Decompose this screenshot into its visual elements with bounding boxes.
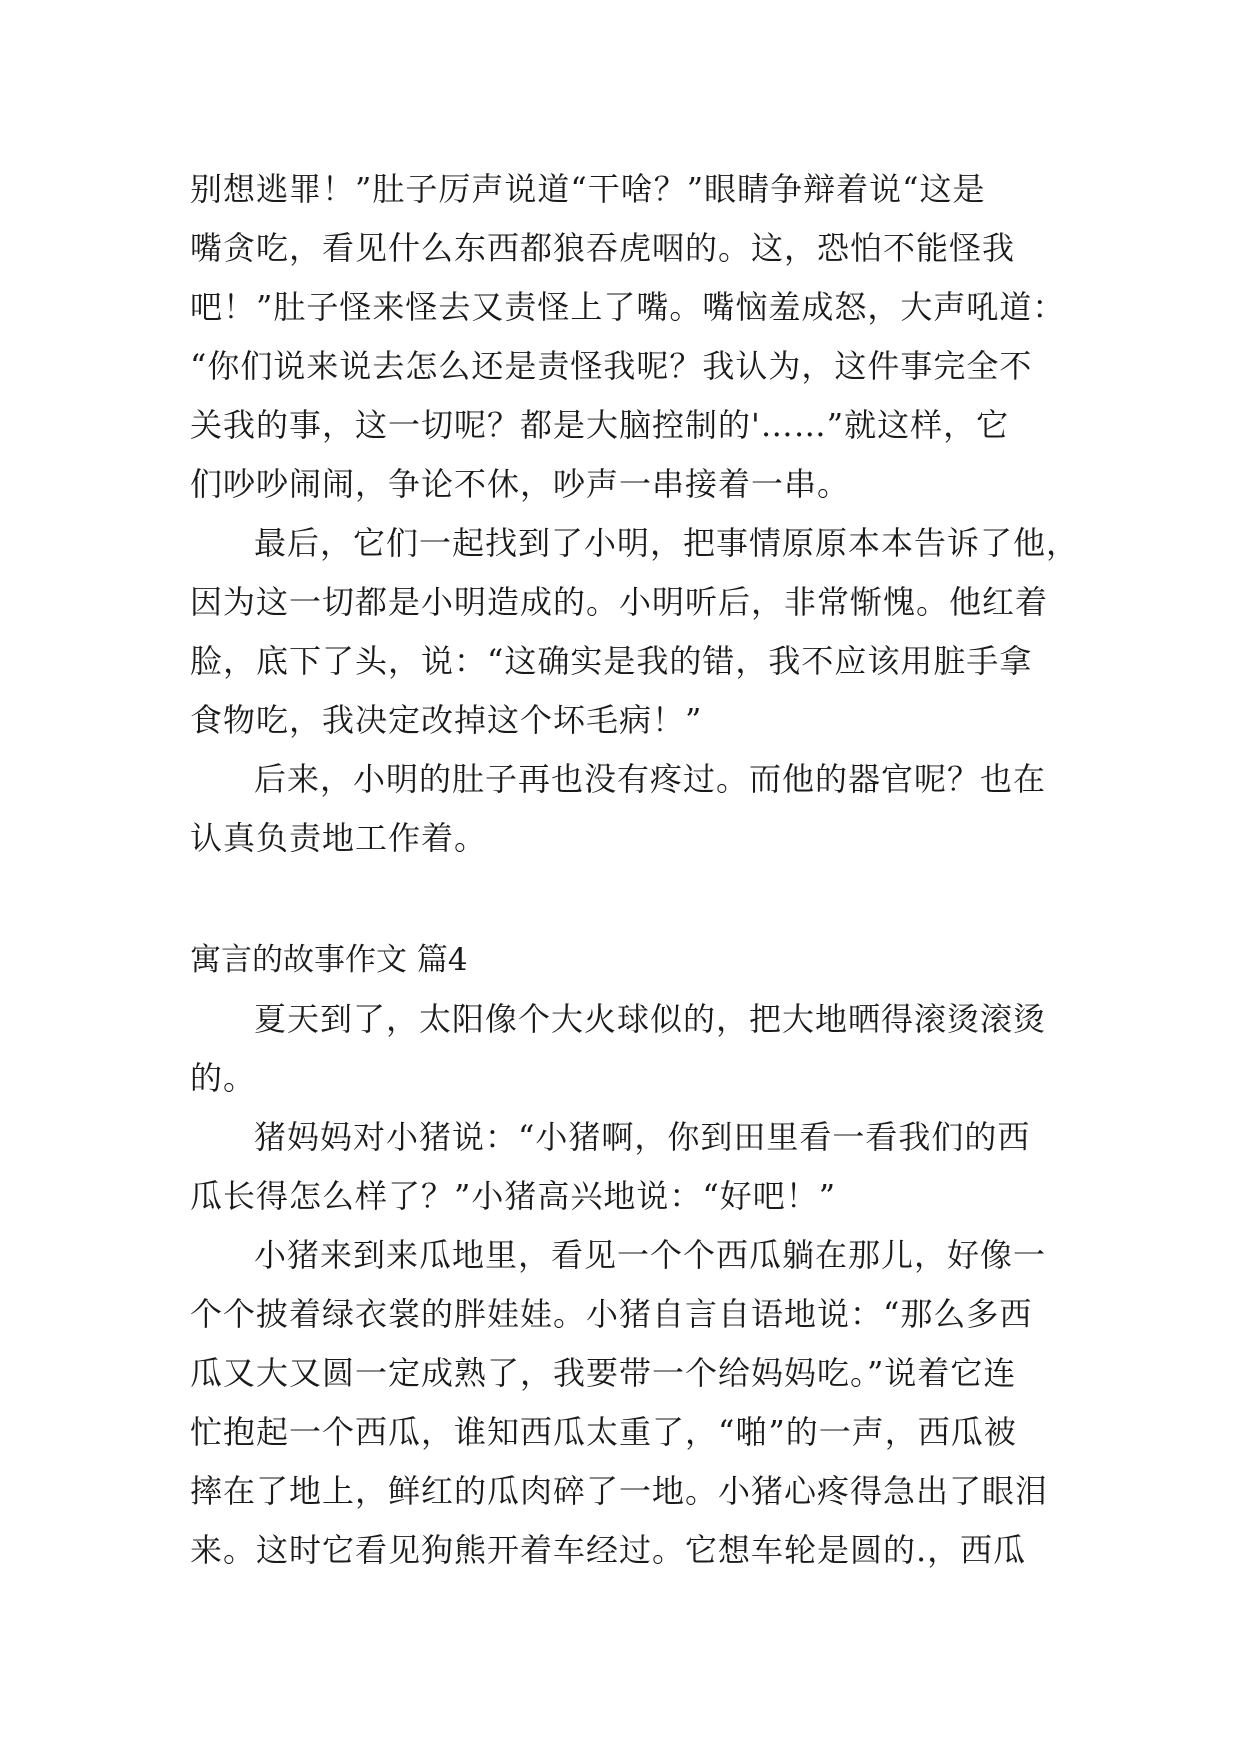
text-line: 摔在了地上，鲜红的瓜肉碎了一地。小猪心疼得急出了眼泪: [190, 1472, 1049, 1510]
paragraph-watermelon-field: [190, 1226, 1050, 1580]
paragraph-continuation: [190, 160, 1066, 514]
text-line: 忙抱起一个西瓜，谁知西瓜太重了，“啪”的一声，西瓜被: [190, 1413, 1017, 1451]
text-line: 因为这一切都是小明造成的。小明听后，非常惭愧。他红着: [190, 583, 1049, 621]
text-line: 猪妈妈对小猪说：“小猪啊，你到田里看一看我们的西: [254, 1118, 1031, 1156]
text-line: 夏天到了，太阳像个大火球似的，把大地晒得滚烫滚烫: [254, 1000, 1047, 1038]
section-title: 寓言的故事作文 篇4: [190, 942, 468, 978]
text-line: 的。: [190, 1059, 257, 1097]
text-line: 来。这时它看见狗熊开着车经过。它想车轮是圆的.，西瓜: [190, 1531, 1027, 1569]
text-line: 最后，它们一起找到了小明，把事情原原本本告诉了他，: [254, 524, 1080, 562]
article-body: [190, 160, 1080, 1580]
text-line: 吧！”肚子怪来怪去又责怪上了嘴。嘴恼羞成怒，大声吼道：: [190, 288, 1066, 326]
text-line: 个个披着绿衣裳的胖娃娃。小猪自言自语地说：“那么多西: [190, 1295, 1033, 1333]
text-line: 食物吃，我决定改掉这个坏毛病！”: [190, 701, 703, 739]
paragraph-summer: [190, 990, 1050, 1108]
text-line: 脸，底下了头，说：“这确实是我的错，我不应该用脏手拿: [190, 642, 1033, 680]
text-line: “你们说来说去怎么还是责怪我呢？我认为，这件事完全不: [190, 347, 1033, 385]
text-line: 别想逃罪！”肚子厉声说道“干啥？”眼睛争辩着说“这是: [190, 170, 986, 208]
text-line: 后来，小明的肚子再也没有疼过。而他的器官呢？也在: [254, 760, 1047, 798]
text-line: 瓜又大又圆一定成熟了，我要带一个给妈妈吃。”说着它连: [190, 1354, 1017, 1392]
text-line: 嘴贪吃，看见什么东西都狼吞虎咽的。这，恐怕不能怪我: [190, 229, 1016, 267]
text-line: 关我的事，这一切呢？都是大脑控制的'……”就这样，它: [190, 406, 1010, 444]
paragraph-conclusion: [190, 514, 1080, 750]
text-line: 认真负责地工作着。: [190, 819, 488, 857]
text-line: 小猪来到来瓜地里，看见一个个西瓜躺在那儿，好像一: [254, 1236, 1047, 1274]
paragraph-mother-pig: [190, 1108, 1050, 1226]
paragraph-ending: [190, 750, 1050, 868]
text-line: 瓜长得怎么样了？”小猪高兴地说：“好吧！”: [190, 1177, 837, 1215]
section-spacer: [190, 868, 1050, 931]
text-line: 们吵吵闹闹，争论不休，吵声一串接着一串。: [190, 465, 851, 503]
